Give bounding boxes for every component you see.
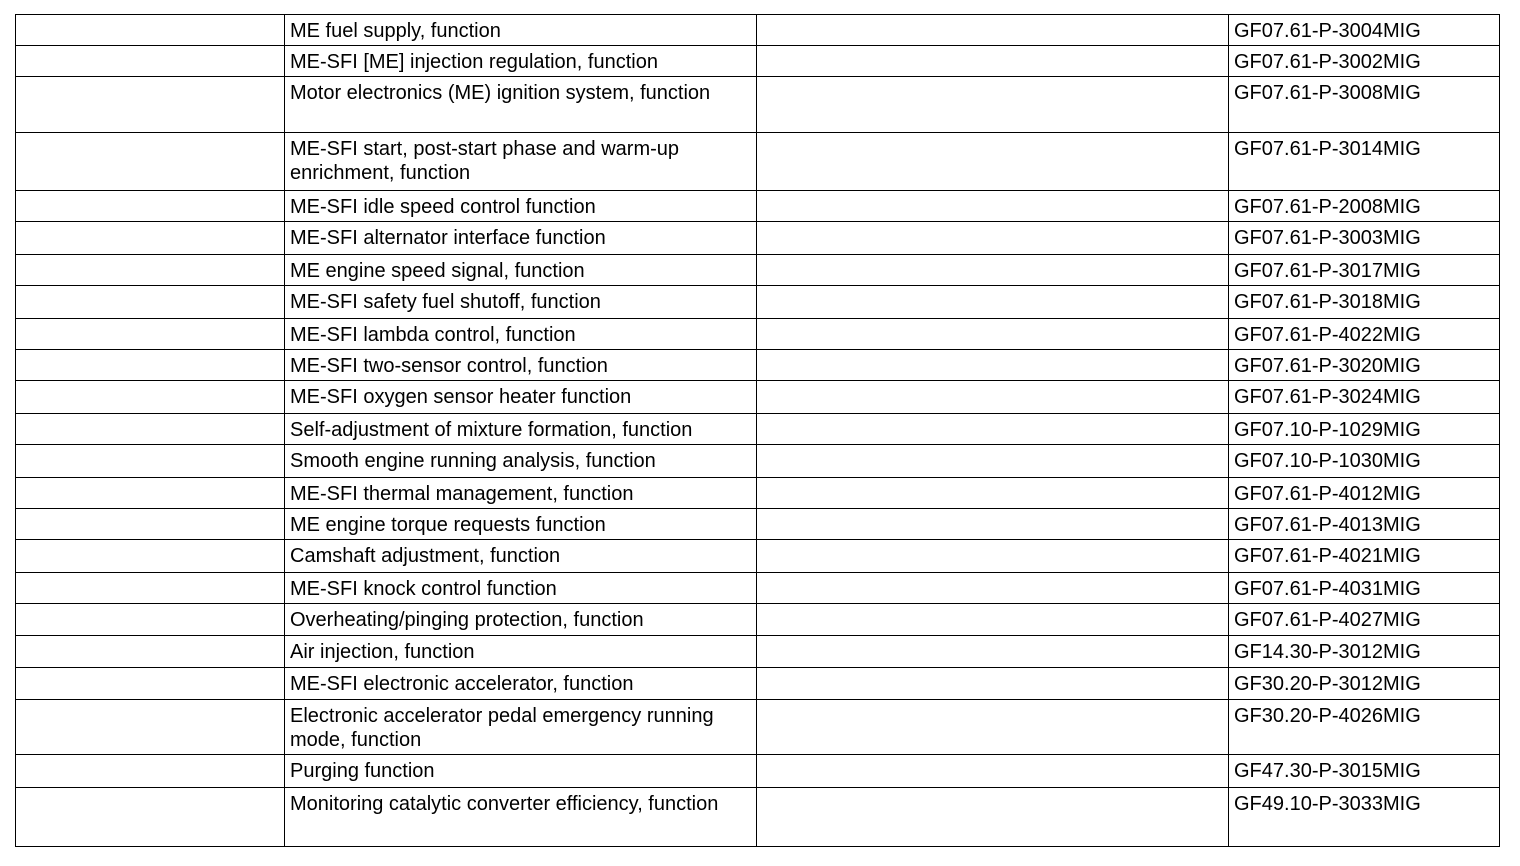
table-row <box>16 573 1500 604</box>
function-description: Camshaft adjustment, function <box>285 540 757 573</box>
document-reference: GF07.61-P-3024MIG <box>1229 381 1500 414</box>
row-blank-cell <box>16 636 285 668</box>
function-description: ME-SFI thermal management, function <box>285 478 757 509</box>
document-reference: GF07.61-P-3014MIG <box>1229 133 1500 191</box>
function-description: Motor electronics (ME) ignition system, function <box>285 77 757 133</box>
row-blank-cell <box>16 350 285 381</box>
table-row <box>16 350 1500 381</box>
table-body <box>16 15 1500 847</box>
function-description: Air injection, function <box>285 636 757 668</box>
document-reference: GF47.30-P-3015MIG <box>1229 755 1500 788</box>
row-blank-cell <box>16 478 285 509</box>
table-row <box>16 255 1500 286</box>
table-row <box>16 414 1500 445</box>
row-blank-cell <box>16 133 285 191</box>
table-row <box>16 381 1500 414</box>
row-blank-cell <box>16 604 285 636</box>
row-blank-cell <box>16 414 285 445</box>
row-empty-cell <box>757 350 1229 381</box>
function-description: ME-SFI [ME] injection regulation, function <box>285 46 757 77</box>
row-empty-cell <box>757 77 1229 133</box>
row-blank-cell <box>16 788 285 847</box>
document-reference: GF30.20-P-4026MIG <box>1229 700 1500 755</box>
function-description: ME engine torque requests function <box>285 509 757 540</box>
row-blank-cell <box>16 668 285 700</box>
document-reference: GF07.10-P-1029MIG <box>1229 414 1500 445</box>
table-row <box>16 755 1500 788</box>
row-empty-cell <box>757 414 1229 445</box>
table-row <box>16 700 1500 755</box>
row-empty-cell <box>757 445 1229 478</box>
row-empty-cell <box>757 381 1229 414</box>
row-empty-cell <box>757 191 1229 222</box>
document-reference: GF07.61-P-3003MIG <box>1229 222 1500 255</box>
function-description: Overheating/pinging protection, function <box>285 604 757 636</box>
row-empty-cell <box>757 286 1229 319</box>
function-description: Self-adjustment of mixture formation, function <box>285 414 757 445</box>
document-reference: GF07.61-P-2008MIG <box>1229 191 1500 222</box>
row-blank-cell <box>16 509 285 540</box>
row-blank-cell <box>16 700 285 755</box>
document-reference: GF07.61-P-4012MIG <box>1229 478 1500 509</box>
row-blank-cell <box>16 573 285 604</box>
table-row <box>16 509 1500 540</box>
row-blank-cell <box>16 445 285 478</box>
table-row <box>16 77 1500 133</box>
row-empty-cell <box>757 478 1229 509</box>
row-empty-cell <box>757 700 1229 755</box>
function-description: ME fuel supply, function <box>285 15 757 46</box>
function-description: ME-SFI electronic accelerator, function <box>285 668 757 700</box>
document-reference: GF07.61-P-4021MIG <box>1229 540 1500 573</box>
function-description: ME-SFI alternator interface function <box>285 222 757 255</box>
row-empty-cell <box>757 46 1229 77</box>
function-description: ME-SFI knock control function <box>285 573 757 604</box>
function-description: Electronic accelerator pedal emergency running mode, function <box>285 700 757 755</box>
row-blank-cell <box>16 381 285 414</box>
table-row <box>16 15 1500 46</box>
table-row <box>16 286 1500 319</box>
row-blank-cell <box>16 15 285 46</box>
row-empty-cell <box>757 573 1229 604</box>
table-row <box>16 133 1500 191</box>
row-empty-cell <box>757 668 1229 700</box>
row-blank-cell <box>16 255 285 286</box>
table-row <box>16 668 1500 700</box>
table-row <box>16 222 1500 255</box>
table-row <box>16 540 1500 573</box>
table-row <box>16 191 1500 222</box>
row-blank-cell <box>16 46 285 77</box>
document-reference: GF07.61-P-4013MIG <box>1229 509 1500 540</box>
row-empty-cell <box>757 540 1229 573</box>
document-reference: GF07.61-P-4022MIG <box>1229 319 1500 350</box>
row-empty-cell <box>757 636 1229 668</box>
table-row <box>16 319 1500 350</box>
function-description: Purging function <box>285 755 757 788</box>
function-description: ME engine speed signal, function <box>285 255 757 286</box>
row-empty-cell <box>757 319 1229 350</box>
table-row <box>16 478 1500 509</box>
function-description: Smooth engine running analysis, function <box>285 445 757 478</box>
function-reference-table <box>15 14 1500 847</box>
row-empty-cell <box>757 255 1229 286</box>
document-reference: GF14.30-P-3012MIG <box>1229 636 1500 668</box>
document-reference: GF07.61-P-3020MIG <box>1229 350 1500 381</box>
function-description: ME-SFI oxygen sensor heater function <box>285 381 757 414</box>
row-blank-cell <box>16 191 285 222</box>
row-empty-cell <box>757 509 1229 540</box>
row-blank-cell <box>16 540 285 573</box>
table-row <box>16 604 1500 636</box>
document-reference: GF07.61-P-3002MIG <box>1229 46 1500 77</box>
document-reference: GF07.61-P-4027MIG <box>1229 604 1500 636</box>
document-reference: GF07.61-P-3004MIG <box>1229 15 1500 46</box>
table-row <box>16 788 1500 847</box>
function-description: Monitoring catalytic converter efficiency, function <box>285 788 757 847</box>
function-description: ME-SFI lambda control, function <box>285 319 757 350</box>
document-reference: GF07.61-P-3017MIG <box>1229 255 1500 286</box>
function-description: ME-SFI safety fuel shutoff, function <box>285 286 757 319</box>
function-description: ME-SFI start, post-start phase and warm-up enrichment, function <box>285 133 757 191</box>
row-blank-cell <box>16 755 285 788</box>
table-row <box>16 445 1500 478</box>
document-reference: GF07.61-P-3018MIG <box>1229 286 1500 319</box>
row-blank-cell <box>16 319 285 350</box>
document-reference: GF49.10-P-3033MIG <box>1229 788 1500 847</box>
row-empty-cell <box>757 222 1229 255</box>
row-empty-cell <box>757 15 1229 46</box>
row-blank-cell <box>16 222 285 255</box>
row-empty-cell <box>757 788 1229 847</box>
document-reference: GF07.10-P-1030MIG <box>1229 445 1500 478</box>
table-row <box>16 636 1500 668</box>
table-row <box>16 46 1500 77</box>
row-empty-cell <box>757 133 1229 191</box>
row-empty-cell <box>757 755 1229 788</box>
row-empty-cell <box>757 604 1229 636</box>
function-description: ME-SFI idle speed control function <box>285 191 757 222</box>
row-blank-cell <box>16 286 285 319</box>
row-blank-cell <box>16 77 285 133</box>
function-description: ME-SFI two-sensor control, function <box>285 350 757 381</box>
document-reference: GF30.20-P-3012MIG <box>1229 668 1500 700</box>
document-reference: GF07.61-P-3008MIG <box>1229 77 1500 133</box>
document-reference: GF07.61-P-4031MIG <box>1229 573 1500 604</box>
